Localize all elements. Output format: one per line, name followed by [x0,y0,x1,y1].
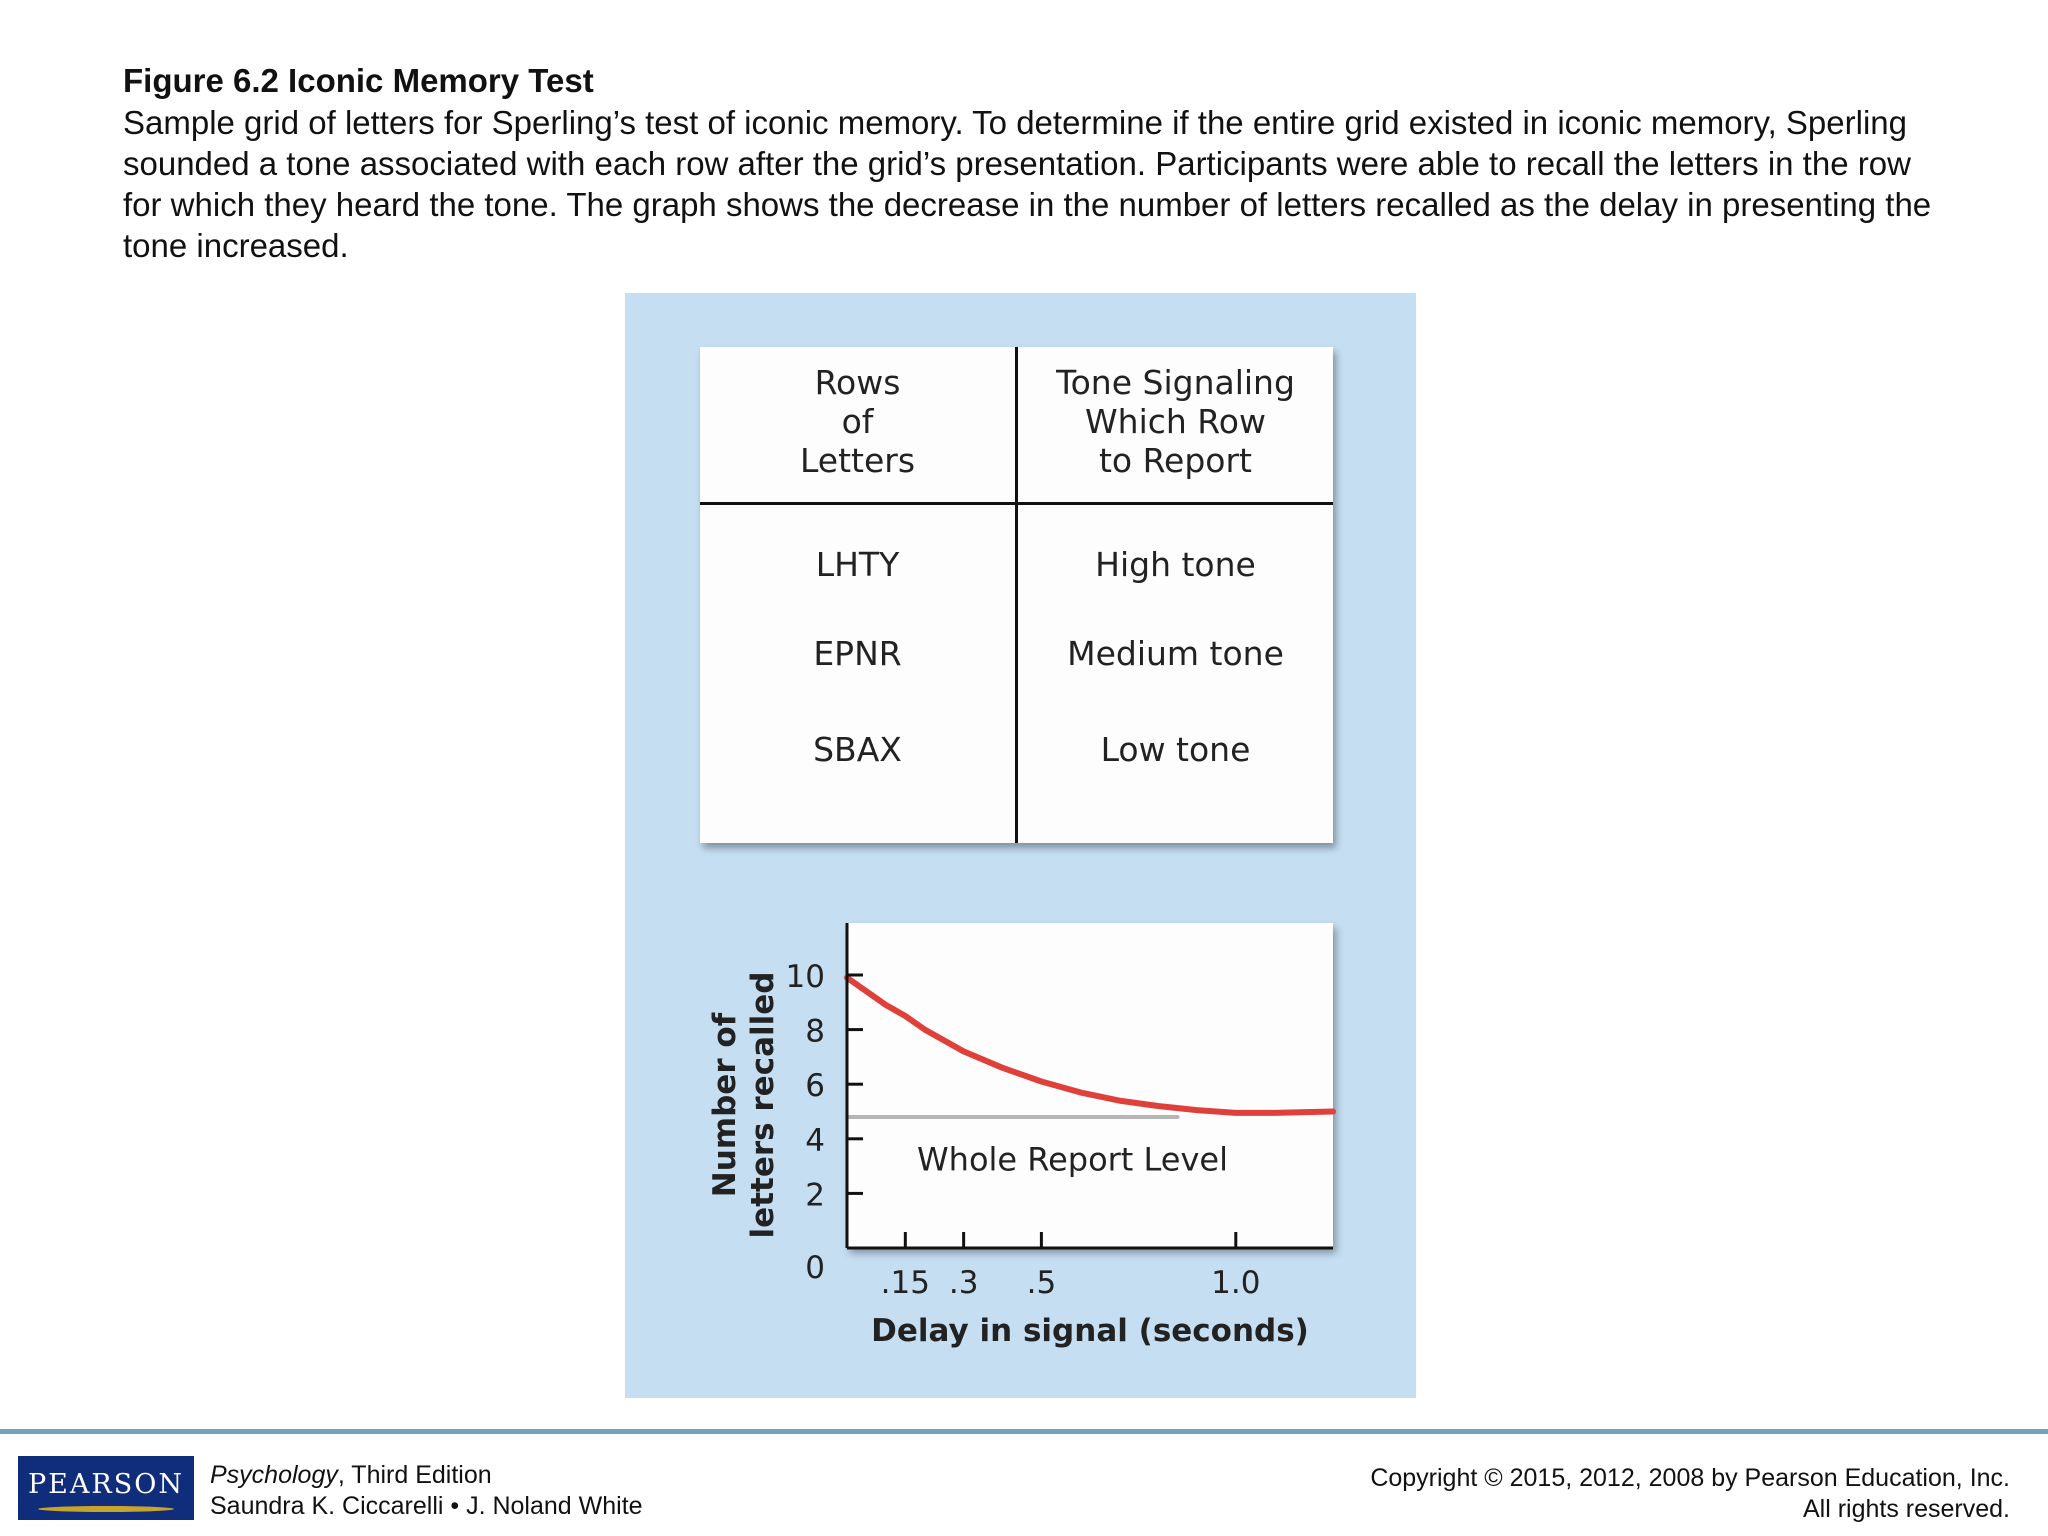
recall-chart [625,293,1416,1398]
figure-caption [123,60,1953,266]
logo-swoosh [38,1506,174,1512]
row-letters: LHTY [815,545,900,584]
x-tick-label: .5 [1026,1265,1057,1301]
x-tick-label: .15 [880,1265,930,1301]
y-tick-label: 4 [805,1122,825,1159]
x-tick-label: 1.0 [1211,1265,1261,1301]
book-authors: Saundra K. Ciccarelli • J. Noland White [210,1492,643,1520]
figure-description: Sample grid of letters for Sperling’s test of iconic memory. To determine if the entire grid existed in iconic memory, Sperling sounded a tone associated with each row after the grid’s presentation. Participants were able to recall the letters in the row for which they heard the tone. The graph shows the decrease in the number of letters recalled as the delay in presenting the tone increased. [123,104,1932,264]
figure-panel [625,293,1416,1398]
row-tone: Medium tone [1067,634,1284,673]
book-title: Psychology [210,1461,338,1489]
logo-text: PEARSON [28,1469,184,1500]
y-tick-label: 2 [805,1177,825,1214]
footer-book-info [210,1460,643,1522]
y-tick-label: 6 [805,1068,825,1105]
y-axis-label [707,972,781,1239]
y-tick-label: 10 [785,959,825,995]
y-axis-label-line: Number of [707,1012,743,1198]
header-rows-of-letters: Rows of Letters [799,363,916,480]
pearson-logo [18,1456,194,1520]
x-tick-label: .3 [948,1265,979,1301]
book-edition: , Third Edition [337,1461,492,1489]
row-letters: EPNR [813,634,902,673]
row-tone: High tone [1095,545,1256,584]
x-axis-label: Delay in signal (seconds) [871,1313,1309,1349]
y-tick-label: 8 [805,1013,825,1050]
row-tone: Low tone [1100,730,1251,769]
header-tone-signaling: Tone Signaling Which Row to Report [1056,363,1295,480]
y-tick-label: 0 [805,1250,825,1286]
row-letters: SBAX [813,730,902,769]
rights-text: All rights reserved. [1802,1495,2010,1523]
y-axis-label-line: letters recalled [745,971,781,1239]
footer-divider [0,1429,2048,1434]
copyright-text: Copyright © 2015, 2012, 2008 by Pearson Education, Inc. [1370,1464,2010,1492]
footer-copyright [1370,1463,2010,1525]
plot-area [847,923,1333,1248]
figure-title: Figure 6.2 Iconic Memory Test [123,62,594,99]
whole-report-level-label: Whole Report Level [917,1140,1228,1179]
